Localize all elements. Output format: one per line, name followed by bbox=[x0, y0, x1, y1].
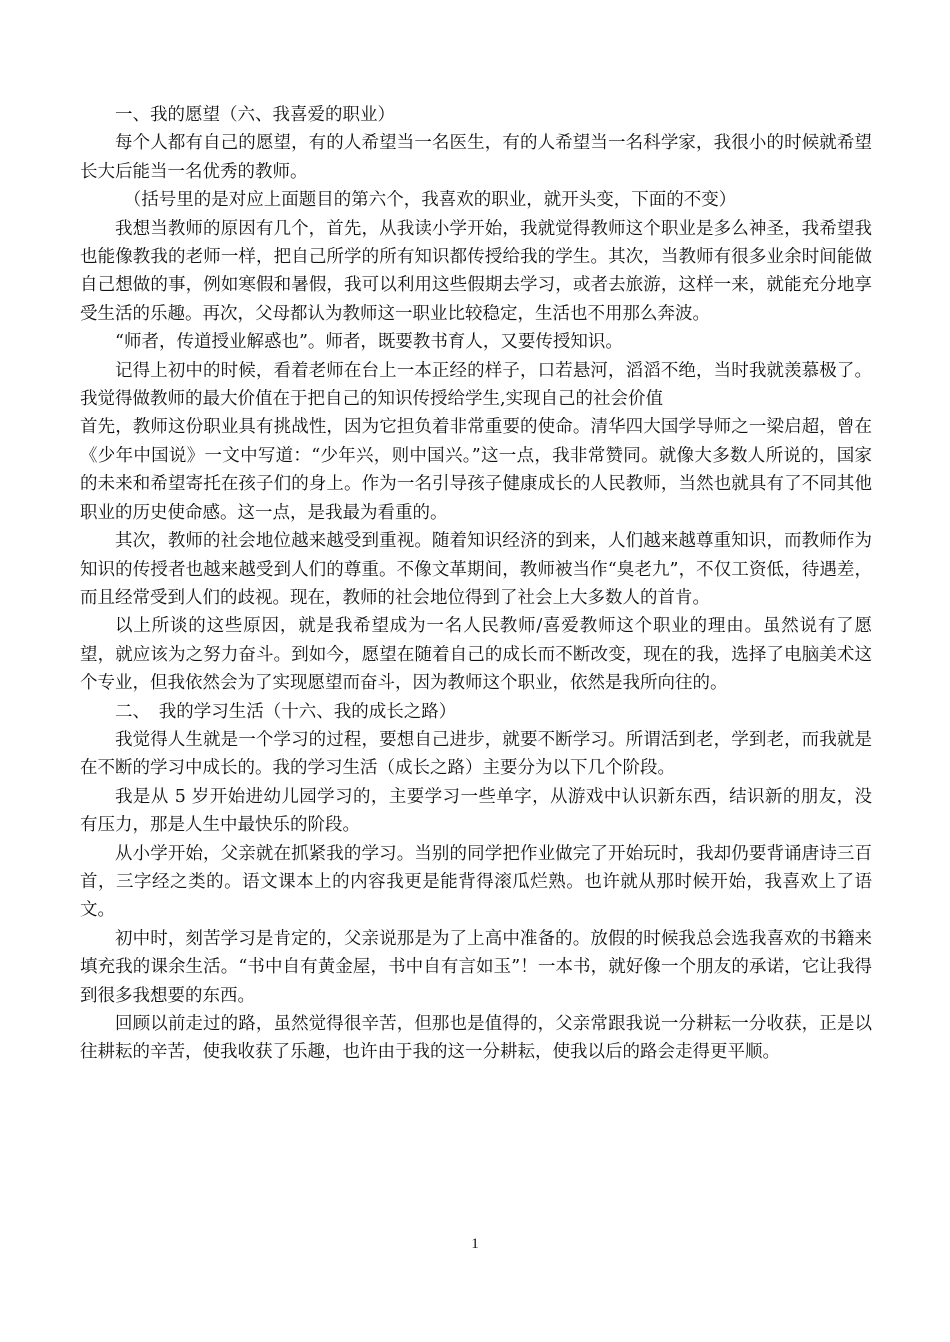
paragraph: 我觉得人生就是一个学习的过程，要想自己进步，就要不断学习。所谓活到老，学到老，而我就是在不断的学习中成长的。我的学习生活（成长之路）主要分为以下几个阶段。 bbox=[80, 729, 872, 779]
paragraph: 首先，教师这份职业具有挑战性，因为它担负着非常重要的使命。清华四大国学导师之一梁启超，曾在《少年中国说》一文中写道：“少年兴，则中国兴。”这一点，我非常赞同。就像大多数人所说的，国家的未来和希望寄托在孩子们的身上。作为一名引导孩子健康成长的人民教师，当然也就具有了不同其他职业的历史使命感。这一点，是我最为看重的。 bbox=[80, 417, 872, 523]
paragraph: 以上所谈的这些原因，就是我希望成为一名人民教师/喜爱教师这个职业的理由。虽然说有了愿望，就应该为之努力奋斗。到如今，愿望在随着自己的成长而不断改变，现在的我，选择了电脑美术这个专业，但我依然会为了实现愿望而奋斗，因为教师这个职业，依然是我所向往的。 bbox=[80, 616, 872, 694]
paragraph: 每个人都有自己的愿望，有的人希望当一名医生，有的人希望当一名科学家，我很小的时候就希望长大后能当一名优秀的教师。 bbox=[80, 133, 872, 182]
paragraph: 我想当教师的原因有几个，首先，从我读小学开始，我就觉得教师这个职业是多么神圣，我希望我也能像教我的老师一样，把自己所学的所有知识都传授给我的学生。其次，当教师有很多业余时间能做自己想做的事，例如寒假和暑假，我可以利用这些假期去学习，或者去旅游，这样一来，就能充分地享受生活的乐趣。再次，父母都认为教师这一职业比较稳定，生活也不用那么奔波。 bbox=[80, 218, 872, 324]
bracket-note: （括号里的是对应上面题目的第六个，我喜欢的职业，就开头变，下面的不变） bbox=[123, 190, 737, 211]
page-number: 1 bbox=[471, 1236, 479, 1252]
paragraph: 我是从 5 岁开始进幼儿园学习的，主要学习一些单字，从游戏中认识新东西，结识新的朋友，没有压力，那是人生中最快乐的阶段。 bbox=[80, 786, 872, 836]
paragraph: 回顾以前走过的路，虽然觉得很辛苦，但那也是值得的，父亲常跟我说一分耕耘一分收获，正是以往耕耘的辛苦，使我收获了乐趣，也许由于我的这一分耕耘，使我以后的路会走得更平顺。 bbox=[80, 1014, 872, 1063]
section-heading-study-life: 二、 我的学习生活（十六、我的成长之路） bbox=[115, 701, 457, 722]
document-body bbox=[80, 101, 872, 1067]
paragraph: “师者，传道授业解惑也”。师者，既要教书育人，又要传授知识。 bbox=[115, 332, 623, 353]
paragraph: 从小学开始，父亲就在抓紧我的学习。当别的同学把作业做完了开始玩时，我却仍要背诵唐诗三百首，三字经之类的。语文课本上的内容我更是能背得滚瓜烂熟。也许就从那时候开始，我喜欢上了语文。 bbox=[80, 843, 872, 921]
paragraph: 记得上初中的时候，看着老师在台上一本正经的样子，口若悬河，滔滔不绝，当时我就羡慕极了。我觉得做教师的最大价值在于把自己的知识传授给学生,实现自己的社会价值 bbox=[80, 360, 872, 410]
section-heading-wish: 一、我的愿望（六、我喜爱的职业） bbox=[115, 105, 395, 125]
paragraph: 其次，教师的社会地位越来越受到重视。随着知识经济的到来，人们越来越尊重知识，而教师作为知识的传授者也越来越受到人们的尊重。不像文革期间，教师被当作“臭老九”，不仅工资低，待遇差，而且经常受到人们的歧视。现在，教师的社会地位得到了社会上大多数人的首肯。 bbox=[80, 531, 872, 608]
paragraph: 初中时，刻苦学习是肯定的，父亲说那是为了上高中准备的。放假的时候我总会选我喜欢的书籍来填充我的课余生活。“书中自有黄金屋，书中自有言如玉”！一本书，就好像一个朋友的承诺，它让我得到很多我想要的东西。 bbox=[80, 928, 872, 1006]
